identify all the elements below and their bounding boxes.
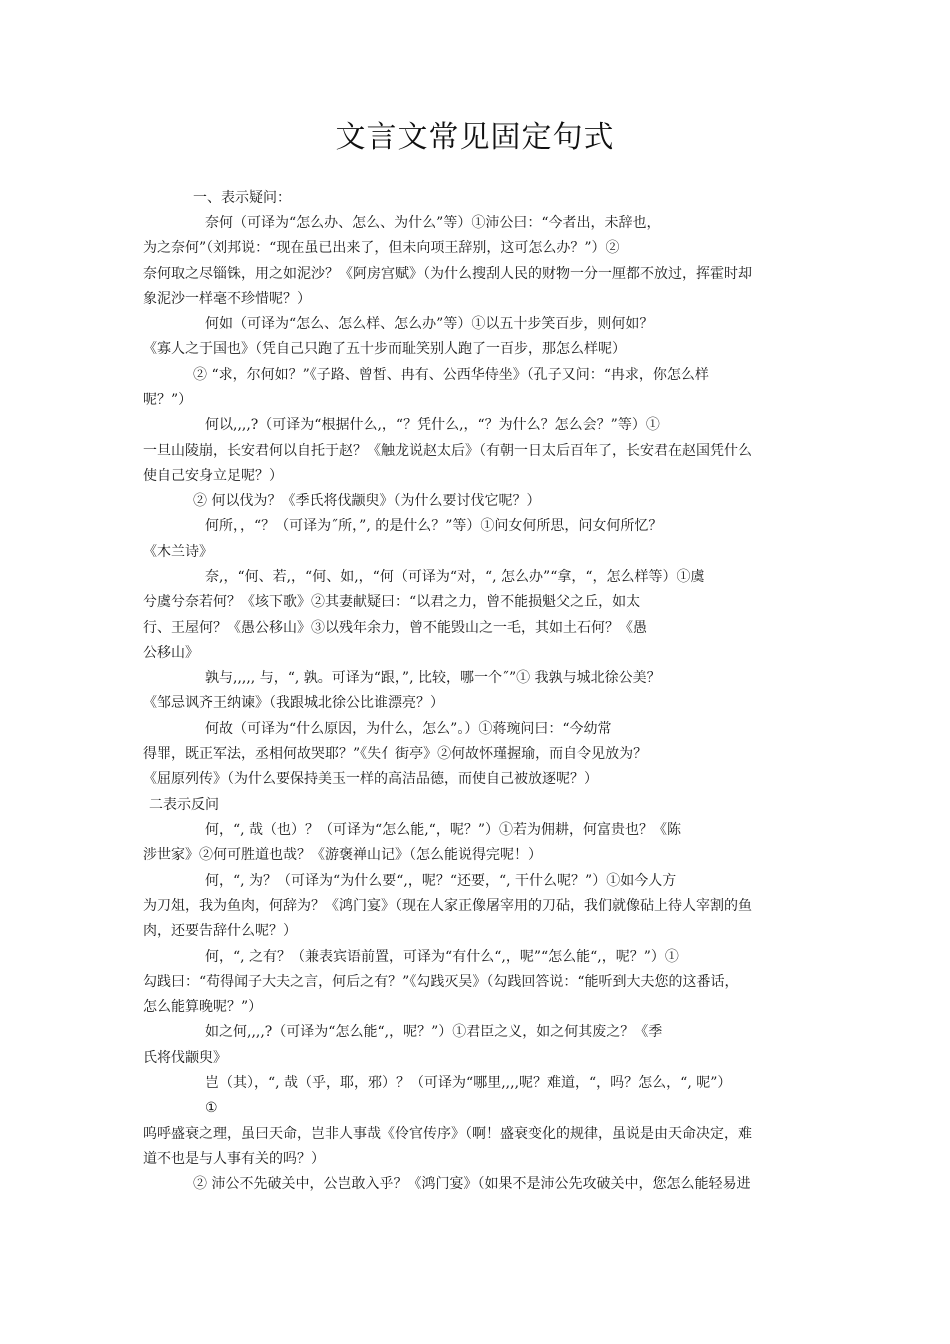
section-heading: 二表示反问	[149, 797, 219, 813]
text-line: 岂（其），“, 哉（乎，耶，邪）？（可译为“哪里,,,,呢？难道，“，吗？怎么，“, 呢”）	[205, 1075, 732, 1091]
text-line: ①	[205, 1100, 218, 1116]
text-line: 何以,,,,?（可译为“根据什么,，“？凭什么,，“？为什么？怎么会？”等）①	[205, 417, 660, 433]
text-line: 《木兰诗》	[143, 544, 213, 560]
section-heading: 一、表示疑问：	[193, 190, 291, 206]
text-line: 象泥沙一样毫不珍惜呢？）	[143, 291, 311, 307]
text-line: 肉，还要告辞什么呢？）	[143, 923, 297, 939]
document-title: 文言文常见固定句式	[335, 120, 615, 155]
text-line: 如之何,,,,?（可译为“怎么能“,，呢？”）①君臣之义，如之何其废之？《季	[205, 1024, 663, 1040]
text-line: 一旦山陵崩，长安君何以自托于赵？《触龙说赵太后》（有朝一日太后百年了，长安君在赵国凭什么	[143, 443, 752, 459]
text-line: 奈何取之尽锱铢，用之如泥沙？《阿房宫赋》（为什么搜刮人民的财物一分一厘都不放过，挥霍时却	[143, 266, 752, 282]
text-line: 涉世家》②何可胜道也哉？《游褒禅山记》（怎么能说得完呢！）	[143, 847, 542, 863]
text-line: 奈何（可译为“怎么办、怎么、为什么”等）①沛公曰：“今者出，未辞也，	[205, 215, 661, 231]
text-line: 兮虞兮奈若何？《垓下歌》②其妻献疑曰：“以君之力，曾不能损魁父之丘，如太	[143, 594, 641, 610]
text-line: 为之奈何”（刘邦说：“现在虽已出来了，但未向项王辞别，这可怎么办？”）②	[143, 240, 620, 256]
text-line: 呜呼盛衰之理，虽曰天命，岂非人事哉《伶官传序》（啊！盛衰变化的规律，虽说是由天命决定，难	[143, 1126, 752, 1142]
text-line: 《邹忌讽齐王纳谏》（我跟城北徐公比谁漂亮？）	[143, 695, 444, 711]
text-line: 为刀俎，我为鱼肉，何辞为？《鸿门宴》（现在人家正像屠宰用的刀砧，我们就像砧上待人宰割的鱼	[143, 898, 752, 914]
text-line: 孰与,,,,, 与，“, 孰。可译为“跟，”, 比较，哪一个˝”① 我孰与城北徐公美？	[205, 670, 661, 686]
text-line: 道不也是与人事有关的吗？）	[143, 1151, 325, 1167]
text-line: 公移山》	[143, 645, 199, 661]
text-line: 何所，，“？（可译为˝所，”, 的是什么？”等）①问女何所思，问女何所忆？	[205, 518, 663, 534]
text-line: 《寡人之于国也》（凭自己只跑了五十步而耻笑别人跑了一百步，那怎么样呢）	[143, 341, 626, 357]
text-line: ② 沛公不先破关中，公岂敢入乎？《鸿门宴》（如果不是沛公先攻破关中，您怎么能轻易进	[193, 1176, 751, 1192]
text-line: 何，“, 之有？（兼表宾语前置，可译为“有什么“,，呢”“怎么能“,，呢？”）①	[205, 949, 679, 965]
text-line: 《屈原列传》（为什么要保持美玉一样的高洁品德，而使自己被放逐呢？）	[143, 771, 598, 787]
text-line: 何，“, 哉（也）？（可译为“怎么能,“，呢？”）①若为佣耕，何富贵也？《陈	[205, 822, 681, 838]
text-line: ② 何以伐为？《季氏将伐颛臾》（为什么要讨伐它呢？）	[193, 493, 541, 509]
text-line: 怎么能算晚呢？”）	[143, 999, 263, 1015]
text-line: 氏将伐颛臾》	[143, 1050, 227, 1066]
text-line: 何，“, 为？（可译为“为什么要“,，呢？“还要，“, 干什么呢？”）①如今人方	[205, 873, 677, 889]
text-line: 得罪，既正军法，丞相何故哭耶？”《失亻街亭》②何故怀瑾握瑜，而自令见放为？	[143, 746, 648, 762]
text-line: 使自己安身立足呢？）	[143, 468, 283, 484]
text-line: 何如（可译为“怎么、怎么样、怎么办”等）①以五十步笑百步，则何如？	[205, 316, 654, 332]
text-line: ② “求，尔何如？”《子路、曾皙、冉有、公西华侍坐》（孔子又问：“冉求，你怎么样	[193, 367, 709, 383]
text-line: 奈,，“何、若,，“何、如,，“何（可译为“对，“, 怎么办”“拿，“，怎么样等）①虞	[205, 569, 705, 585]
text-line: 何故（可译为“什么原因，为什么，怎么”。）①蒋琬问曰：“今幼常	[205, 721, 612, 737]
text-line: 勾践曰：“苟得闻子大夫之言，何后之有？”《勾践灭吴》（勾践回答说：“能听到大夫您的这番话，	[143, 974, 739, 990]
text-line: 呢？”）	[143, 392, 193, 408]
text-line: 行、王屋何？《愚公移山》③以残年余力，曾不能毁山之一毛，其如土石何？《愚	[143, 620, 647, 636]
